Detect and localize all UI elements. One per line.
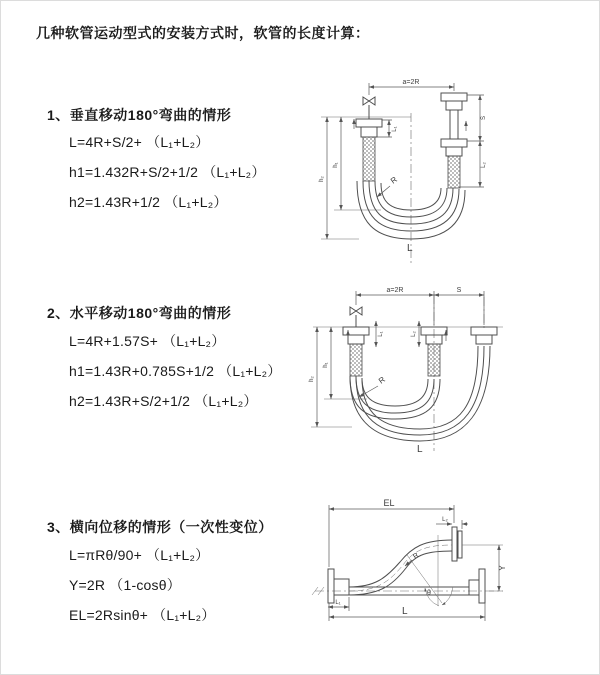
- section-3-formula-EL: EL=2Rsinθ+ （L₁+L₂）: [69, 607, 216, 623]
- section-1-formula-L: L=4R+S/2+ （L₁+L₂）: [69, 134, 210, 150]
- diagram-horizontal-180-bend: [307, 283, 600, 458]
- dim-label-s: S: [481, 115, 487, 121]
- section-1-formula-h1: h1=1.432R+S/2+1/2 （L₁+L₂）: [69, 164, 266, 180]
- diagram-lateral-displacement: [301, 499, 531, 634]
- dim-label-l2: L₂: [442, 517, 448, 523]
- dim-label-el: EL: [383, 498, 395, 508]
- radius-label: R: [376, 374, 387, 386]
- section-3-formula-Y: Y=2R （1-cosθ）: [69, 577, 181, 593]
- dim-label-h1: h₁: [333, 162, 339, 168]
- radius-annotation: [377, 175, 399, 197]
- section-2-formula-h2: h2=1.43R+S/2+1/2 （L₁+L₂）: [69, 393, 258, 409]
- angle-label: θ: [427, 590, 431, 597]
- dim-label-l1: L₁: [335, 600, 341, 606]
- section-2-heading: 2、水平移动180°弯曲的情形: [47, 305, 232, 321]
- valve-icon: [363, 97, 375, 119]
- valve-icon: [350, 307, 362, 327]
- diagram-vertical-180-bend: [313, 73, 593, 268]
- dim-label-y: Y: [498, 565, 507, 571]
- length-label: L: [402, 606, 408, 617]
- dim-label-l1: L₁: [378, 331, 384, 337]
- section-2-formula-L: L=4R+1.57S+ （L₁+L₂）: [69, 333, 226, 349]
- right-flange: [469, 569, 485, 603]
- section-2-formula-h1: h1=1.43R+0.785S+1/2 （L₁+L₂）: [69, 363, 282, 379]
- right-pipe-flange: [441, 93, 467, 188]
- left-pipe-flange: [343, 327, 369, 376]
- dimension-lines: [309, 287, 503, 427]
- section-3-formula-L: L=πRθ/90+ （L₁+L₂）: [69, 547, 210, 563]
- section-1-heading: 1、垂直移动180°弯曲的情形: [47, 107, 232, 123]
- dim-label-h2: h₂: [319, 176, 325, 182]
- dim-label-a2r: a=2R: [402, 79, 420, 86]
- dim-label-s: S: [456, 287, 462, 294]
- dim-label-h1: h₁: [323, 362, 329, 368]
- right-pipe-flange: [471, 327, 497, 344]
- section-1-formula-h2: h2=1.43R+1/2 （L₁+L₂）: [69, 194, 228, 210]
- left-pipe-flange: [356, 119, 382, 181]
- radius-label: R: [412, 552, 421, 561]
- centerline: [312, 587, 503, 595]
- page-title: 几种软管运动型式的安装方式时，软管的长度计算：: [36, 25, 370, 41]
- dim-label-l2: L₂: [411, 331, 417, 337]
- top-right-flange: [452, 527, 462, 561]
- length-label: L: [417, 444, 423, 455]
- left-flange: [328, 569, 349, 603]
- dim-label-l1: L₁: [392, 126, 398, 132]
- dim-label-a2r: a=2R: [386, 287, 404, 294]
- radius-label: R: [388, 174, 399, 186]
- section-3-heading: 3、横向位移的情形（一次性变位）: [47, 519, 273, 535]
- dim-label-h2: h₂: [309, 376, 315, 382]
- length-label: L: [407, 243, 413, 254]
- hose-curves: [350, 346, 490, 441]
- dim-label-l2: L₂: [481, 162, 487, 168]
